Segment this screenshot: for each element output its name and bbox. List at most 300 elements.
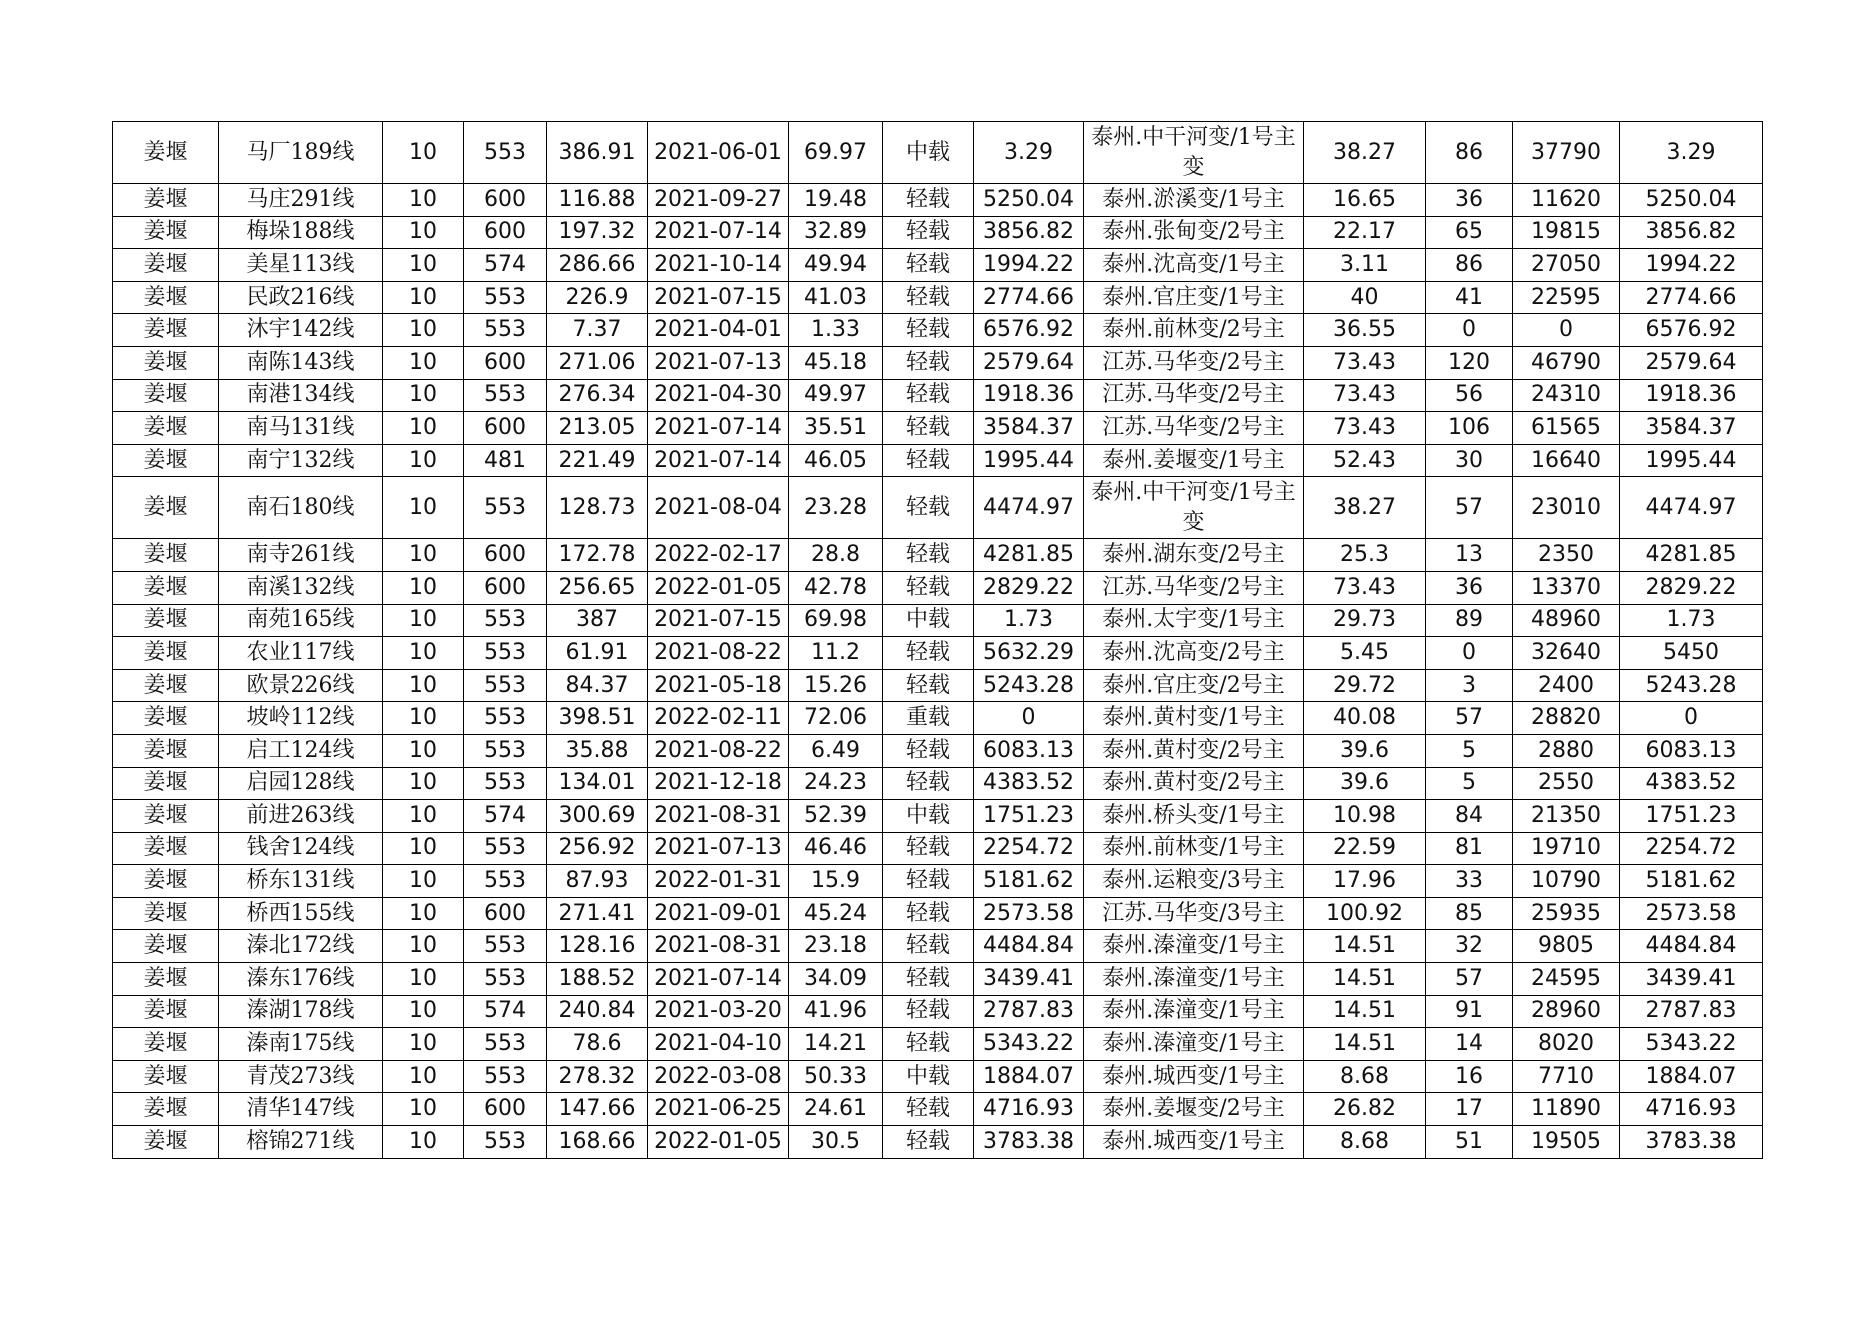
cell-rated-capacity: 481 bbox=[464, 444, 547, 477]
cell-load-status: 轻载 bbox=[883, 734, 974, 767]
cell-rated-capacity: 574 bbox=[464, 249, 547, 282]
cell-load-rate: 45.18 bbox=[789, 346, 883, 379]
cell-remaining-capacity: 2774.66 bbox=[1620, 281, 1763, 314]
cell-user-capacity: 28820 bbox=[1513, 702, 1620, 735]
cell-substation-transformer: 泰州.官庄变/1号主 bbox=[1084, 281, 1304, 314]
cell-load-status: 轻载 bbox=[883, 444, 974, 477]
cell-available-capacity: 2254.72 bbox=[974, 832, 1084, 865]
cell-remaining-capacity: 1.73 bbox=[1620, 604, 1763, 637]
cell-remaining-capacity: 5343.22 bbox=[1620, 1028, 1763, 1061]
cell-substation-transformer: 江苏.马华变/2号主 bbox=[1084, 412, 1304, 445]
cell-transformer-load-rate: 40 bbox=[1304, 281, 1426, 314]
cell-district: 姜堰 bbox=[113, 637, 219, 670]
cell-remaining-capacity: 6576.92 bbox=[1620, 314, 1763, 347]
cell-remaining-capacity: 1884.07 bbox=[1620, 1060, 1763, 1093]
cell-load-status: 中载 bbox=[883, 1060, 974, 1093]
cell-load-rate: 11.2 bbox=[789, 637, 883, 670]
cell-available-capacity: 3439.41 bbox=[974, 963, 1084, 996]
cell-load-rate: 41.96 bbox=[789, 995, 883, 1028]
cell-transformer-load-rate: 39.6 bbox=[1304, 767, 1426, 800]
cell-available-capacity: 5181.62 bbox=[974, 865, 1084, 898]
cell-load-status: 轻载 bbox=[883, 249, 974, 282]
cell-load-value: 61.91 bbox=[547, 637, 648, 670]
cell-remaining-capacity: 5243.28 bbox=[1620, 669, 1763, 702]
cell-rated-capacity: 553 bbox=[464, 832, 547, 865]
cell-remaining-capacity: 3783.38 bbox=[1620, 1126, 1763, 1159]
cell-load-status: 轻载 bbox=[883, 669, 974, 702]
cell-customer-count: 33 bbox=[1426, 865, 1513, 898]
cell-load-rate: 23.28 bbox=[789, 477, 883, 539]
cell-customer-count: 89 bbox=[1426, 604, 1513, 637]
cell-district: 姜堰 bbox=[113, 702, 219, 735]
cell-user-capacity: 7710 bbox=[1513, 1060, 1620, 1093]
cell-load-rate: 19.48 bbox=[789, 184, 883, 217]
cell-customer-count: 14 bbox=[1426, 1028, 1513, 1061]
cell-district: 姜堰 bbox=[113, 767, 219, 800]
cell-date: 2021-07-15 bbox=[648, 281, 789, 314]
cell-transformer-load-rate: 73.43 bbox=[1304, 346, 1426, 379]
cell-customer-count: 13 bbox=[1426, 539, 1513, 572]
cell-date: 2021-10-14 bbox=[648, 249, 789, 282]
cell-district: 姜堰 bbox=[113, 734, 219, 767]
cell-transformer-load-rate: 100.92 bbox=[1304, 897, 1426, 930]
cell-load-rate: 24.23 bbox=[789, 767, 883, 800]
cell-load-status: 轻载 bbox=[883, 865, 974, 898]
cell-date: 2021-06-25 bbox=[648, 1093, 789, 1126]
cell-district: 姜堰 bbox=[113, 865, 219, 898]
cell-substation-transformer: 江苏.马华变/2号主 bbox=[1084, 571, 1304, 604]
cell-user-capacity: 32640 bbox=[1513, 637, 1620, 670]
cell-user-capacity: 46790 bbox=[1513, 346, 1620, 379]
cell-line-name: 青茂273线 bbox=[219, 1060, 383, 1093]
cell-available-capacity: 4484.84 bbox=[974, 930, 1084, 963]
cell-date: 2022-01-31 bbox=[648, 865, 789, 898]
table-row bbox=[113, 637, 1763, 670]
cell-customer-count: 5 bbox=[1426, 767, 1513, 800]
cell-date: 2021-07-14 bbox=[648, 963, 789, 996]
cell-rated-capacity: 600 bbox=[464, 897, 547, 930]
cell-rated-capacity: 553 bbox=[464, 767, 547, 800]
cell-date: 2022-02-17 bbox=[648, 539, 789, 572]
cell-substation-transformer: 泰州.中干河变/1号主变 bbox=[1084, 477, 1304, 539]
cell-customer-count: 57 bbox=[1426, 477, 1513, 539]
cell-load-status: 重载 bbox=[883, 702, 974, 735]
cell-remaining-capacity: 2254.72 bbox=[1620, 832, 1763, 865]
cell-customer-count: 0 bbox=[1426, 637, 1513, 670]
cell-date: 2021-08-22 bbox=[648, 637, 789, 670]
cell-load-value: 78.6 bbox=[547, 1028, 648, 1061]
cell-load-status: 轻载 bbox=[883, 539, 974, 572]
cell-available-capacity: 5343.22 bbox=[974, 1028, 1084, 1061]
cell-load-rate: 42.78 bbox=[789, 571, 883, 604]
cell-user-capacity: 19505 bbox=[1513, 1126, 1620, 1159]
cell-substation-transformer: 泰州.前林变/2号主 bbox=[1084, 314, 1304, 347]
cell-load-status: 轻载 bbox=[883, 832, 974, 865]
cell-customer-count: 57 bbox=[1426, 963, 1513, 996]
cell-substation-transformer: 江苏.马华变/3号主 bbox=[1084, 897, 1304, 930]
cell-date: 2021-04-01 bbox=[648, 314, 789, 347]
cell-load-status: 轻载 bbox=[883, 571, 974, 604]
cell-line-name: 溱东176线 bbox=[219, 963, 383, 996]
table-row bbox=[113, 865, 1763, 898]
cell-voltage: 10 bbox=[383, 477, 464, 539]
cell-user-capacity: 24595 bbox=[1513, 963, 1620, 996]
cell-remaining-capacity: 3.29 bbox=[1620, 122, 1763, 184]
cell-line-name: 南石180线 bbox=[219, 477, 383, 539]
cell-district: 姜堰 bbox=[113, 1060, 219, 1093]
cell-transformer-load-rate: 17.96 bbox=[1304, 865, 1426, 898]
cell-rated-capacity: 553 bbox=[464, 637, 547, 670]
table-row bbox=[113, 1093, 1763, 1126]
cell-voltage: 10 bbox=[383, 604, 464, 637]
table-row bbox=[113, 1126, 1763, 1159]
cell-available-capacity: 2829.22 bbox=[974, 571, 1084, 604]
cell-rated-capacity: 553 bbox=[464, 865, 547, 898]
cell-voltage: 10 bbox=[383, 571, 464, 604]
cell-date: 2021-07-13 bbox=[648, 832, 789, 865]
cell-customer-count: 85 bbox=[1426, 897, 1513, 930]
cell-line-name: 马庄291线 bbox=[219, 184, 383, 217]
cell-available-capacity: 6083.13 bbox=[974, 734, 1084, 767]
cell-customer-count: 65 bbox=[1426, 216, 1513, 249]
cell-date: 2021-07-13 bbox=[648, 346, 789, 379]
cell-substation-transformer: 泰州.桥头变/1号主 bbox=[1084, 800, 1304, 833]
cell-load-status: 轻载 bbox=[883, 1093, 974, 1126]
cell-line-name: 溱北172线 bbox=[219, 930, 383, 963]
cell-date: 2022-01-05 bbox=[648, 1126, 789, 1159]
cell-user-capacity: 13370 bbox=[1513, 571, 1620, 604]
cell-remaining-capacity: 1995.44 bbox=[1620, 444, 1763, 477]
cell-rated-capacity: 600 bbox=[464, 539, 547, 572]
cell-transformer-load-rate: 38.27 bbox=[1304, 122, 1426, 184]
cell-load-rate: 69.97 bbox=[789, 122, 883, 184]
cell-load-rate: 34.09 bbox=[789, 963, 883, 996]
cell-line-name: 南寺261线 bbox=[219, 539, 383, 572]
cell-substation-transformer: 泰州.黄村变/2号主 bbox=[1084, 767, 1304, 800]
cell-available-capacity: 5243.28 bbox=[974, 669, 1084, 702]
cell-line-name: 南港134线 bbox=[219, 379, 383, 412]
cell-remaining-capacity: 4716.93 bbox=[1620, 1093, 1763, 1126]
cell-load-value: 286.66 bbox=[547, 249, 648, 282]
cell-substation-transformer: 泰州.溱潼变/1号主 bbox=[1084, 930, 1304, 963]
cell-load-value: 213.05 bbox=[547, 412, 648, 445]
cell-load-rate: 46.05 bbox=[789, 444, 883, 477]
cell-available-capacity: 1751.23 bbox=[974, 800, 1084, 833]
cell-date: 2022-01-05 bbox=[648, 571, 789, 604]
cell-voltage: 10 bbox=[383, 314, 464, 347]
cell-user-capacity: 23010 bbox=[1513, 477, 1620, 539]
cell-date: 2022-03-08 bbox=[648, 1060, 789, 1093]
cell-load-rate: 14.21 bbox=[789, 1028, 883, 1061]
cell-rated-capacity: 600 bbox=[464, 1093, 547, 1126]
cell-rated-capacity: 553 bbox=[464, 122, 547, 184]
cell-load-value: 300.69 bbox=[547, 800, 648, 833]
cell-voltage: 10 bbox=[383, 1060, 464, 1093]
cell-date: 2021-08-22 bbox=[648, 734, 789, 767]
table-row bbox=[113, 669, 1763, 702]
cell-load-status: 轻载 bbox=[883, 346, 974, 379]
cell-remaining-capacity: 2829.22 bbox=[1620, 571, 1763, 604]
cell-district: 姜堰 bbox=[113, 539, 219, 572]
table-row bbox=[113, 412, 1763, 445]
cell-district: 姜堰 bbox=[113, 122, 219, 184]
cell-customer-count: 30 bbox=[1426, 444, 1513, 477]
cell-user-capacity: 2550 bbox=[1513, 767, 1620, 800]
cell-load-value: 197.32 bbox=[547, 216, 648, 249]
cell-line-name: 欧景226线 bbox=[219, 669, 383, 702]
cell-available-capacity: 2579.64 bbox=[974, 346, 1084, 379]
cell-substation-transformer: 泰州.沈高变/1号主 bbox=[1084, 249, 1304, 282]
cell-load-status: 中载 bbox=[883, 604, 974, 637]
cell-voltage: 10 bbox=[383, 379, 464, 412]
cell-line-name: 启工124线 bbox=[219, 734, 383, 767]
table-row bbox=[113, 444, 1763, 477]
cell-line-name: 美星113线 bbox=[219, 249, 383, 282]
cell-load-value: 256.92 bbox=[547, 832, 648, 865]
cell-transformer-load-rate: 36.55 bbox=[1304, 314, 1426, 347]
cell-load-rate: 49.94 bbox=[789, 249, 883, 282]
cell-rated-capacity: 553 bbox=[464, 477, 547, 539]
cell-district: 姜堰 bbox=[113, 963, 219, 996]
cell-transformer-load-rate: 14.51 bbox=[1304, 963, 1426, 996]
cell-substation-transformer: 泰州.前林变/1号主 bbox=[1084, 832, 1304, 865]
cell-district: 姜堰 bbox=[113, 216, 219, 249]
cell-load-value: 221.49 bbox=[547, 444, 648, 477]
cell-user-capacity: 10790 bbox=[1513, 865, 1620, 898]
cell-substation-transformer: 泰州.城西变/1号主 bbox=[1084, 1126, 1304, 1159]
cell-rated-capacity: 553 bbox=[464, 379, 547, 412]
cell-available-capacity: 0 bbox=[974, 702, 1084, 735]
cell-user-capacity: 2350 bbox=[1513, 539, 1620, 572]
cell-load-rate: 50.33 bbox=[789, 1060, 883, 1093]
cell-rated-capacity: 600 bbox=[464, 216, 547, 249]
cell-load-status: 轻载 bbox=[883, 930, 974, 963]
table-row bbox=[113, 571, 1763, 604]
cell-transformer-load-rate: 29.72 bbox=[1304, 669, 1426, 702]
cell-date: 2021-06-01 bbox=[648, 122, 789, 184]
cell-load-value: 226.9 bbox=[547, 281, 648, 314]
cell-customer-count: 91 bbox=[1426, 995, 1513, 1028]
cell-user-capacity: 28960 bbox=[1513, 995, 1620, 1028]
cell-load-rate: 15.9 bbox=[789, 865, 883, 898]
cell-load-value: 188.52 bbox=[547, 963, 648, 996]
cell-load-rate: 49.97 bbox=[789, 379, 883, 412]
cell-remaining-capacity: 5181.62 bbox=[1620, 865, 1763, 898]
cell-load-rate: 1.33 bbox=[789, 314, 883, 347]
cell-date: 2021-04-30 bbox=[648, 379, 789, 412]
cell-rated-capacity: 553 bbox=[464, 702, 547, 735]
cell-customer-count: 56 bbox=[1426, 379, 1513, 412]
table-row bbox=[113, 702, 1763, 735]
table-row bbox=[113, 346, 1763, 379]
cell-substation-transformer: 泰州.湖东变/2号主 bbox=[1084, 539, 1304, 572]
cell-load-value: 35.88 bbox=[547, 734, 648, 767]
cell-district: 姜堰 bbox=[113, 184, 219, 217]
cell-rated-capacity: 553 bbox=[464, 1060, 547, 1093]
cell-remaining-capacity: 2579.64 bbox=[1620, 346, 1763, 379]
cell-user-capacity: 2880 bbox=[1513, 734, 1620, 767]
cell-rated-capacity: 553 bbox=[464, 281, 547, 314]
cell-load-rate: 32.89 bbox=[789, 216, 883, 249]
cell-voltage: 10 bbox=[383, 1093, 464, 1126]
cell-load-status: 中载 bbox=[883, 800, 974, 833]
cell-load-rate: 69.98 bbox=[789, 604, 883, 637]
cell-voltage: 10 bbox=[383, 963, 464, 996]
cell-substation-transformer: 泰州.运粮变/3号主 bbox=[1084, 865, 1304, 898]
cell-user-capacity: 22595 bbox=[1513, 281, 1620, 314]
cell-available-capacity: 1995.44 bbox=[974, 444, 1084, 477]
cell-load-status: 轻载 bbox=[883, 1126, 974, 1159]
cell-date: 2021-05-18 bbox=[648, 669, 789, 702]
cell-district: 姜堰 bbox=[113, 669, 219, 702]
cell-remaining-capacity: 3584.37 bbox=[1620, 412, 1763, 445]
cell-remaining-capacity: 1994.22 bbox=[1620, 249, 1763, 282]
cell-voltage: 10 bbox=[383, 897, 464, 930]
cell-voltage: 10 bbox=[383, 832, 464, 865]
table-row bbox=[113, 539, 1763, 572]
table-row bbox=[113, 832, 1763, 865]
cell-voltage: 10 bbox=[383, 637, 464, 670]
cell-rated-capacity: 553 bbox=[464, 669, 547, 702]
cell-voltage: 10 bbox=[383, 734, 464, 767]
cell-district: 姜堰 bbox=[113, 314, 219, 347]
cell-load-value: 84.37 bbox=[547, 669, 648, 702]
cell-substation-transformer: 泰州.中干河变/1号主变 bbox=[1084, 122, 1304, 184]
cell-load-value: 256.65 bbox=[547, 571, 648, 604]
cell-load-value: 87.93 bbox=[547, 865, 648, 898]
cell-user-capacity: 19815 bbox=[1513, 216, 1620, 249]
cell-transformer-load-rate: 14.51 bbox=[1304, 995, 1426, 1028]
cell-rated-capacity: 553 bbox=[464, 930, 547, 963]
cell-substation-transformer: 泰州.官庄变/2号主 bbox=[1084, 669, 1304, 702]
cell-remaining-capacity: 3439.41 bbox=[1620, 963, 1763, 996]
table-row bbox=[113, 995, 1763, 1028]
cell-load-status: 轻载 bbox=[883, 1028, 974, 1061]
table-row bbox=[113, 281, 1763, 314]
cell-available-capacity: 2774.66 bbox=[974, 281, 1084, 314]
cell-available-capacity: 1.73 bbox=[974, 604, 1084, 637]
cell-rated-capacity: 553 bbox=[464, 1126, 547, 1159]
cell-date: 2021-04-10 bbox=[648, 1028, 789, 1061]
cell-transformer-load-rate: 26.82 bbox=[1304, 1093, 1426, 1126]
cell-load-value: 147.66 bbox=[547, 1093, 648, 1126]
cell-substation-transformer: 泰州.姜堰变/1号主 bbox=[1084, 444, 1304, 477]
cell-load-status: 中载 bbox=[883, 122, 974, 184]
cell-load-value: 240.84 bbox=[547, 995, 648, 1028]
cell-customer-count: 57 bbox=[1426, 702, 1513, 735]
cell-line-name: 钱舍124线 bbox=[219, 832, 383, 865]
cell-voltage: 10 bbox=[383, 122, 464, 184]
cell-date: 2021-12-18 bbox=[648, 767, 789, 800]
cell-available-capacity: 2573.58 bbox=[974, 897, 1084, 930]
cell-transformer-load-rate: 73.43 bbox=[1304, 571, 1426, 604]
cell-load-value: 128.73 bbox=[547, 477, 648, 539]
cell-load-rate: 46.46 bbox=[789, 832, 883, 865]
cell-load-value: 278.32 bbox=[547, 1060, 648, 1093]
cell-district: 姜堰 bbox=[113, 800, 219, 833]
cell-line-name: 溱南175线 bbox=[219, 1028, 383, 1061]
cell-load-value: 168.66 bbox=[547, 1126, 648, 1159]
cell-date: 2021-03-20 bbox=[648, 995, 789, 1028]
cell-district: 姜堰 bbox=[113, 249, 219, 282]
cell-substation-transformer: 泰州.黄村变/2号主 bbox=[1084, 734, 1304, 767]
table-row bbox=[113, 122, 1763, 184]
cell-date: 2021-09-27 bbox=[648, 184, 789, 217]
cell-load-value: 128.16 bbox=[547, 930, 648, 963]
cell-load-value: 398.51 bbox=[547, 702, 648, 735]
cell-voltage: 10 bbox=[383, 281, 464, 314]
cell-load-value: 134.01 bbox=[547, 767, 648, 800]
cell-transformer-load-rate: 5.45 bbox=[1304, 637, 1426, 670]
cell-district: 姜堰 bbox=[113, 897, 219, 930]
cell-user-capacity: 19710 bbox=[1513, 832, 1620, 865]
cell-load-rate: 41.03 bbox=[789, 281, 883, 314]
cell-load-status: 轻载 bbox=[883, 767, 974, 800]
cell-district: 姜堰 bbox=[113, 604, 219, 637]
cell-substation-transformer: 泰州.张甸变/2号主 bbox=[1084, 216, 1304, 249]
cell-load-rate: 24.61 bbox=[789, 1093, 883, 1126]
cell-line-name: 清华147线 bbox=[219, 1093, 383, 1126]
cell-remaining-capacity: 5250.04 bbox=[1620, 184, 1763, 217]
cell-user-capacity: 61565 bbox=[1513, 412, 1620, 445]
cell-date: 2022-02-11 bbox=[648, 702, 789, 735]
cell-line-name: 南陈143线 bbox=[219, 346, 383, 379]
cell-user-capacity: 9805 bbox=[1513, 930, 1620, 963]
cell-load-rate: 45.24 bbox=[789, 897, 883, 930]
cell-transformer-load-rate: 25.3 bbox=[1304, 539, 1426, 572]
cell-transformer-load-rate: 52.43 bbox=[1304, 444, 1426, 477]
cell-customer-count: 120 bbox=[1426, 346, 1513, 379]
cell-transformer-load-rate: 14.51 bbox=[1304, 930, 1426, 963]
table-row bbox=[113, 184, 1763, 217]
cell-rated-capacity: 600 bbox=[464, 412, 547, 445]
cell-date: 2021-09-01 bbox=[648, 897, 789, 930]
table-row bbox=[113, 800, 1763, 833]
cell-date: 2021-07-14 bbox=[648, 216, 789, 249]
cell-load-rate: 23.18 bbox=[789, 930, 883, 963]
cell-line-name: 南苑165线 bbox=[219, 604, 383, 637]
cell-customer-count: 3 bbox=[1426, 669, 1513, 702]
cell-transformer-load-rate: 14.51 bbox=[1304, 1028, 1426, 1061]
cell-substation-transformer: 泰州.溱潼变/1号主 bbox=[1084, 1028, 1304, 1061]
cell-voltage: 10 bbox=[383, 1126, 464, 1159]
cell-transformer-load-rate: 22.59 bbox=[1304, 832, 1426, 865]
table-row bbox=[113, 963, 1763, 996]
cell-date: 2021-07-14 bbox=[648, 444, 789, 477]
cell-available-capacity: 3.29 bbox=[974, 122, 1084, 184]
table-row bbox=[113, 734, 1763, 767]
cell-load-rate: 6.49 bbox=[789, 734, 883, 767]
cell-substation-transformer: 泰州.溱潼变/1号主 bbox=[1084, 963, 1304, 996]
cell-rated-capacity: 553 bbox=[464, 734, 547, 767]
cell-rated-capacity: 600 bbox=[464, 346, 547, 379]
cell-available-capacity: 1918.36 bbox=[974, 379, 1084, 412]
cell-rated-capacity: 553 bbox=[464, 314, 547, 347]
cell-line-name: 坡岭112线 bbox=[219, 702, 383, 735]
table-row bbox=[113, 477, 1763, 539]
cell-substation-transformer: 泰州.沈高变/2号主 bbox=[1084, 637, 1304, 670]
cell-rated-capacity: 600 bbox=[464, 184, 547, 217]
cell-load-value: 7.37 bbox=[547, 314, 648, 347]
cell-date: 2021-07-15 bbox=[648, 604, 789, 637]
cell-customer-count: 41 bbox=[1426, 281, 1513, 314]
cell-date: 2021-08-31 bbox=[648, 930, 789, 963]
cell-available-capacity: 3856.82 bbox=[974, 216, 1084, 249]
cell-user-capacity: 2400 bbox=[1513, 669, 1620, 702]
cell-district: 姜堰 bbox=[113, 379, 219, 412]
cell-remaining-capacity: 3856.82 bbox=[1620, 216, 1763, 249]
cell-district: 姜堰 bbox=[113, 571, 219, 604]
